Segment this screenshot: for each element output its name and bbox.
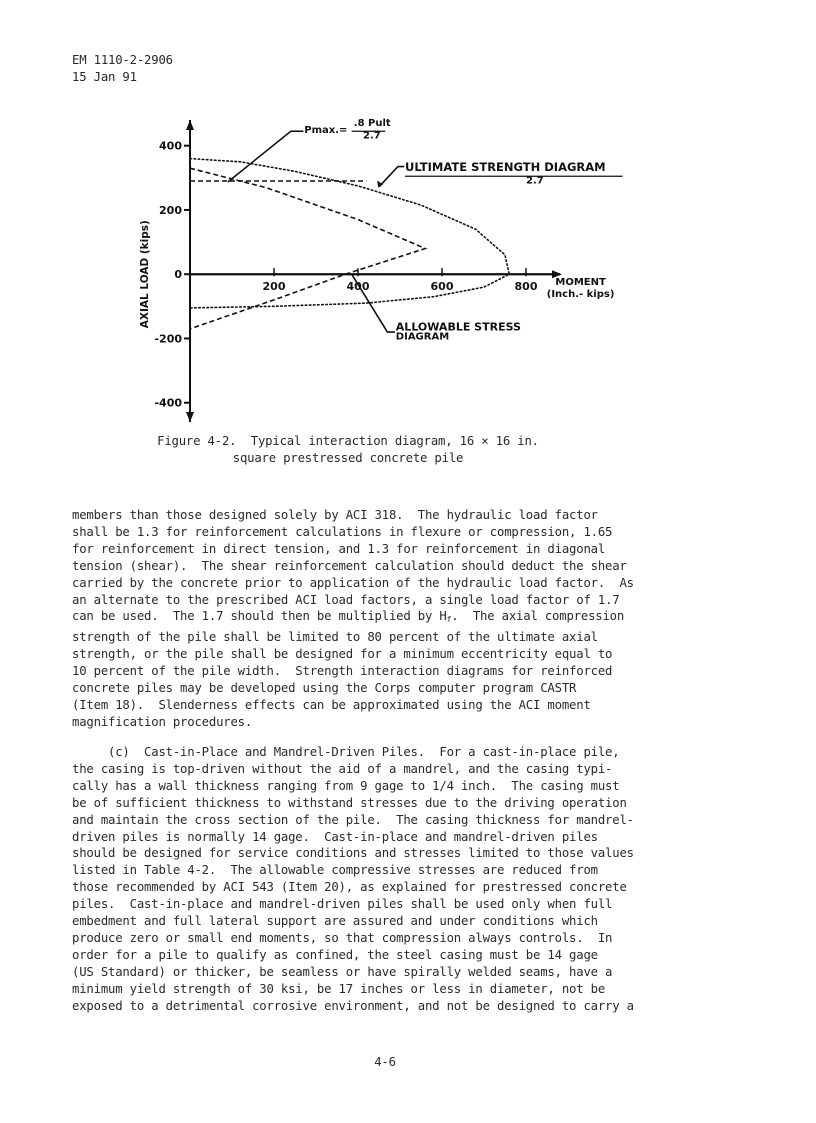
y-tick-label: -200 xyxy=(154,332,182,346)
text-line: concrete piles may be developed using the Corps computer program CASTR xyxy=(72,681,577,696)
interaction-diagram-chart xyxy=(130,112,640,430)
text-line: strength of the pile shall be limited to 80 percent of the ultimate axial xyxy=(72,630,598,645)
x-tick-label: 200 xyxy=(262,280,286,294)
text-line: driven piles is normally 14 gage. Cast-in-place and mandrel-driven piles xyxy=(72,829,598,844)
asd-label-line1: ALLOWABLE STRESS xyxy=(395,320,521,334)
text-line: shall be 1.3 for reinforcement calculations in flexure or compression, 1.65 xyxy=(72,524,613,539)
text-line: piles. Cast-in-place and mandrel-driven piles shall be used only when full xyxy=(72,897,613,912)
x-tick-label: 800 xyxy=(514,280,538,294)
asd-label-line2: DIAGRAM xyxy=(395,331,450,343)
text-line: and maintain the cross section of the pile. The casing thickness for mandrel- xyxy=(72,812,634,827)
x-axis-title-line2: (Inch.- kips) xyxy=(546,289,615,301)
y-tick-label: 200 xyxy=(159,203,182,217)
pmax-prefix: Pmax.= xyxy=(304,124,348,136)
y-axis-title: AXIAL LOAD (kips) xyxy=(139,220,151,329)
text-line: tension (shear). The shear reinforcement calculation should deduct the shear xyxy=(72,558,627,573)
text-line: minimum yield strength of 30 ksi, be 17 inches or less in diameter, not be xyxy=(72,981,606,996)
text-line: strength, or the pile shall be designed for a minimum eccentricity equal to xyxy=(72,647,613,662)
text-line: the casing is top-driven without the aid of a mandrel, and the casing typi- xyxy=(72,761,613,776)
caption-line-2: square prestressed concrete pile xyxy=(232,450,464,465)
usd-label: ULTIMATE STRENGTH DIAGRAM xyxy=(405,159,606,174)
y-tick-label: 0 xyxy=(174,268,182,282)
text-line: (US Standard) or thicker, be seamless or have spirally welded seams, have a xyxy=(72,964,613,979)
document-header xyxy=(72,52,173,86)
chart-series xyxy=(190,159,509,329)
figure-caption xyxy=(72,433,624,467)
chart-labels xyxy=(139,118,623,410)
pmax-numerator: .8 Pult xyxy=(353,117,391,129)
text-line: magnification procedures. xyxy=(72,714,253,729)
document-number: EM 1110-2-2906 xyxy=(72,53,173,67)
y-axis-arrow-up xyxy=(186,120,194,130)
text-line: cally has a wall thickness ranging from 9 gage to 1/4 inch. The casing must xyxy=(72,778,620,793)
y-axis-arrow-down xyxy=(186,412,194,422)
text-line: exposed to a detrimental corrosive environment, and not be designed to carry a xyxy=(72,998,634,1013)
text-line: 10 percent of the pile width. Strength interaction diagrams for reinforced xyxy=(72,664,613,679)
body-paragraph-1 xyxy=(72,507,762,731)
body-paragraph-2 xyxy=(72,744,762,1015)
text-line: order for a pile to qualify as confined, the steel casing must be 14 gage xyxy=(72,947,598,962)
text-line: (c) Cast-in-Place and Mandrel-Driven Piles. For a cast-in-place pile, xyxy=(72,745,620,759)
x-tick-label: 400 xyxy=(346,280,370,294)
text-line: listed in Table 4-2. The allowable compressive stresses are reduced from xyxy=(72,863,598,878)
text-line: carried by the concrete prior to application of the hydraulic load factor. As xyxy=(72,575,634,590)
text-line: (Item 18). Slenderness effects can be approximated using the ACI moment xyxy=(72,697,591,712)
text-line: an alternate to the prescribed ACI load factors, a single load factor of 1.7 xyxy=(72,592,620,607)
text-line: be of sufficient thickness to withstand stresses due to the driving operation xyxy=(72,795,627,810)
text-line-start: can be used. The 1.7 should then be multiplied by H xyxy=(72,609,447,624)
text-line: members than those designed solely by ACI 318. The hydraulic load factor xyxy=(72,508,598,522)
y-tick-label: 400 xyxy=(159,139,182,153)
text-line-end: . The axial compression xyxy=(451,609,625,624)
interaction-diagram-figure xyxy=(130,112,640,430)
usd-leader xyxy=(379,167,404,187)
text-line: those recommended by ACI 543 (Item 20), as explained for prestressed concrete xyxy=(72,880,627,895)
usd-divisor: 2.7 xyxy=(526,175,544,187)
text-line: should be designed for service conditions and stresses limited to those values xyxy=(72,846,634,861)
page-number: 4-6 xyxy=(374,1055,396,1069)
pmax-denominator: 2.7 xyxy=(363,130,381,142)
x-tick-label: 600 xyxy=(430,280,454,294)
text-line: produce zero or small end moments, so that compression always controls. In xyxy=(72,930,613,945)
x-axis-title-line1: MOMENT xyxy=(555,277,606,289)
text-line: for reinforcement in direct tension, and 1.3 for reinforcement in diagonal xyxy=(72,541,606,556)
text-line xyxy=(72,608,762,629)
hydraulic-factor-subscript: f xyxy=(446,615,452,625)
document-date: 15 Jan 91 xyxy=(72,69,137,84)
y-tick-label: -400 xyxy=(154,396,182,410)
series-line-allowable-stress-diagram xyxy=(190,168,425,329)
caption-line-1: Figure 4-2. Typical interaction diagram, 16 × 16 in. xyxy=(157,434,539,448)
pmax-leader xyxy=(228,131,291,182)
text-line: embedment and full lateral support are assured and under conditions which xyxy=(72,914,598,929)
